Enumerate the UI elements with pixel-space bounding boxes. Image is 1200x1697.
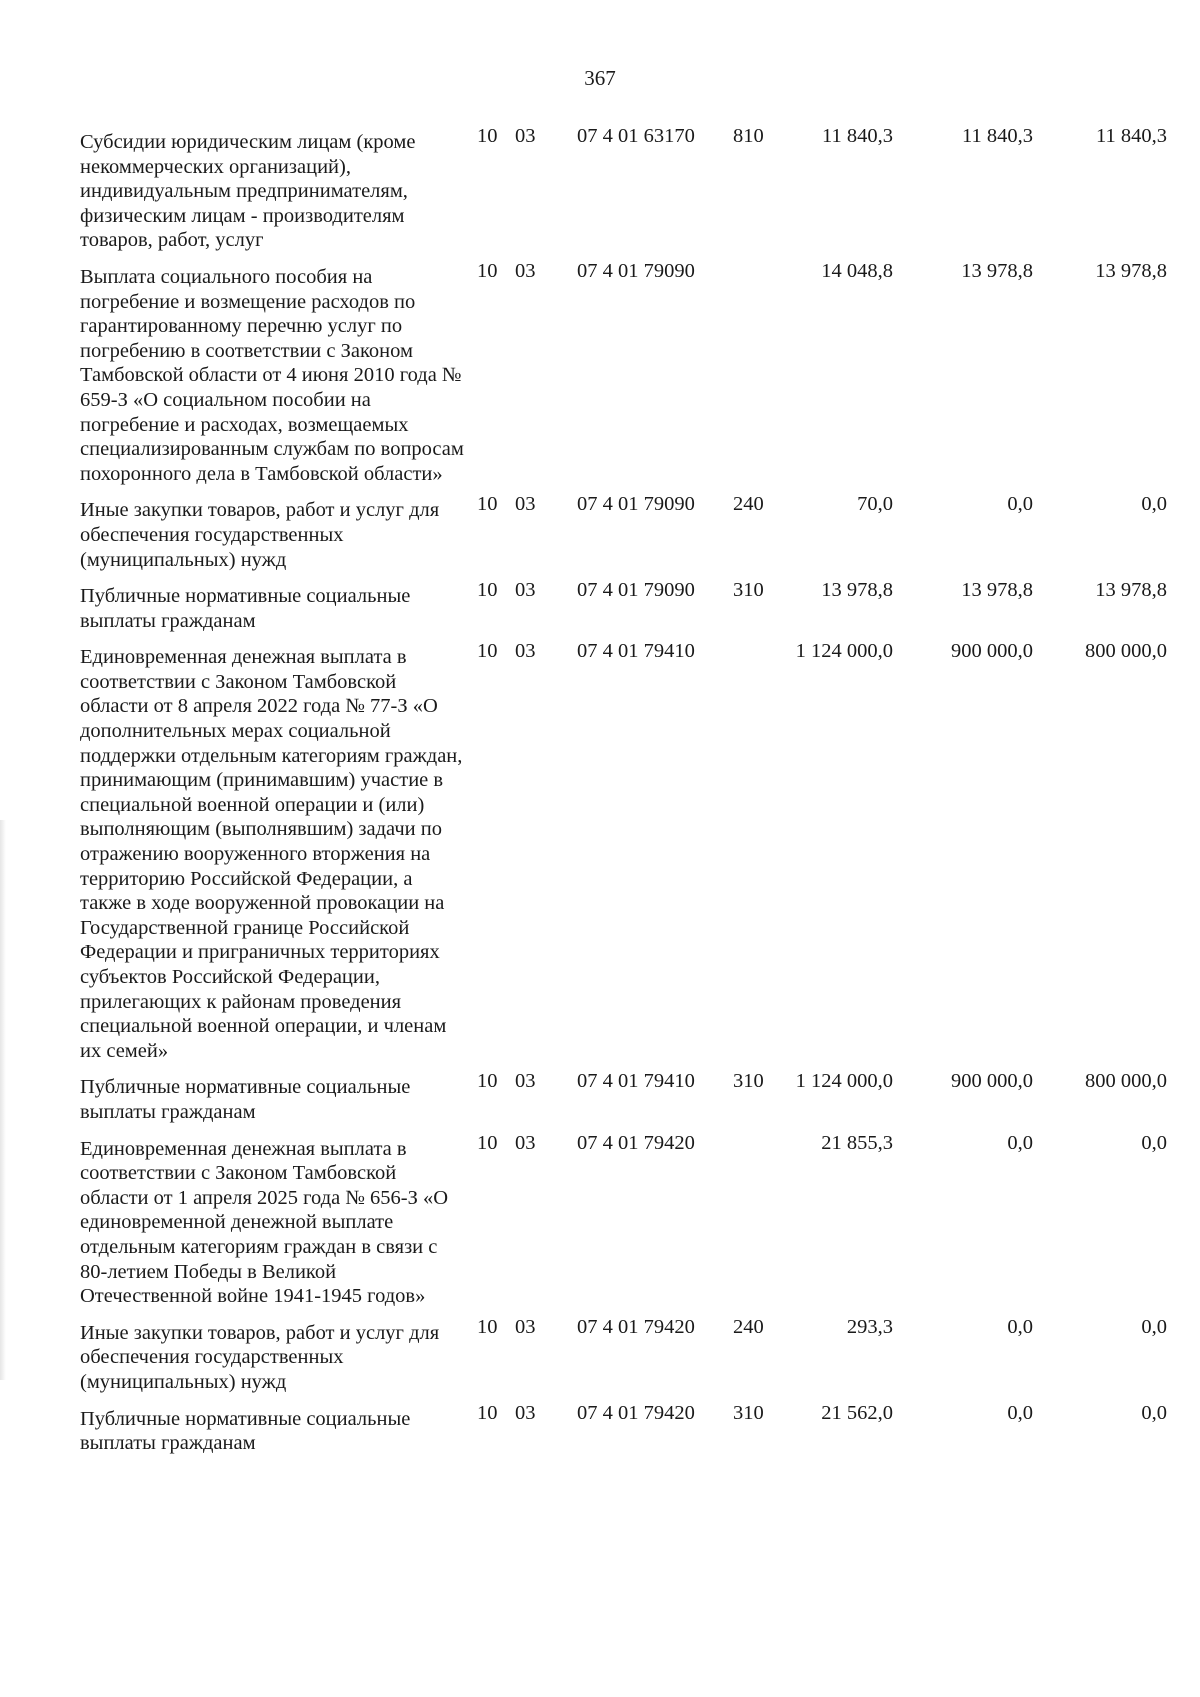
expense-type-code: 240	[733, 1315, 764, 1338]
amount-year-1: 1 124 000,0	[795, 640, 893, 663]
section-code: 10	[477, 493, 498, 516]
expense-name: Публичные нормативные социальные выплаты гражданам	[80, 1407, 411, 1455]
target-article-code: 07 4 01 79420	[577, 1315, 695, 1338]
amount-year-1: 293,3	[846, 1315, 893, 1338]
expense-name: Единовременная денежная выплата в соответствии с Законом Тамбовской области от 8 апреля 2022 года № 77-З «О дополнительных мерах социальной поддержки отдельным категориям граждан, принимающим (принимавшим) участие в специальной военной операции и (или) выполняющим (выполнявшим) задачи по отражению вооруженного вторжения на территорию Российской Федерации, а также в ходе вооруженной провокации на Государственной границе Российской Федерации и приграничных территориях субъектов Российской Федерации, прилегающих к районам проведения специальной военной операции, и членам их семей»	[80, 646, 463, 1062]
amount-year-3: 13 978,8	[1095, 259, 1167, 282]
expense-type-code: 310	[733, 1401, 764, 1424]
amount-year-1: 14 048,8	[821, 259, 893, 282]
amount-year-1: 13 978,8	[821, 579, 893, 602]
table-row	[0, 639, 1200, 1063]
section-code: 10	[477, 1131, 498, 1154]
target-article-code: 07 4 01 79420	[577, 1401, 695, 1424]
section-code: 10	[477, 259, 498, 282]
amount-year-3: 800 000,0	[1085, 1070, 1167, 1093]
table-row	[0, 1131, 1200, 1309]
amount-year-2: 900 000,0	[951, 1070, 1033, 1093]
table-row	[0, 578, 1200, 633]
expense-name: Единовременная денежная выплата в соответствии с Законом Тамбовской области от 1 апреля 2025 года № 656-З «О единовременной денежной выплате отдельным категориям граждан в связи с 80-летием Победы в Великой Отечественной войне 1941-1945 годов»	[80, 1137, 449, 1308]
amount-year-2: 13 978,8	[961, 579, 1033, 602]
target-article-code: 07 4 01 79410	[577, 640, 695, 663]
table-row	[0, 1315, 1200, 1395]
subsection-code: 03	[515, 640, 536, 663]
expense-name: Публичные нормативные социальные выплаты гражданам	[80, 585, 411, 632]
target-article-code: 07 4 01 79090	[577, 579, 695, 602]
section-code: 10	[477, 1070, 498, 1093]
expense-name: Публичные нормативные социальные выплаты гражданам	[80, 1076, 411, 1123]
expense-type-code: 310	[733, 1070, 764, 1093]
amount-year-1: 21 855,3	[821, 1131, 893, 1154]
budget-table	[0, 124, 1200, 1462]
amount-year-3: 13 978,8	[1095, 579, 1167, 602]
page-number: 367	[584, 66, 616, 90]
amount-year-2: 0,0	[1007, 1315, 1033, 1338]
table-row	[0, 259, 1200, 486]
subsection-code: 03	[515, 125, 536, 147]
table-row	[0, 492, 1200, 572]
table-row	[0, 1401, 1200, 1456]
amount-year-2: 900 000,0	[951, 640, 1033, 663]
section-code: 10	[477, 1315, 498, 1338]
subsection-code: 03	[515, 493, 536, 516]
section-code: 10	[477, 579, 498, 602]
table-row	[0, 124, 1200, 253]
subsection-code: 03	[515, 1315, 536, 1338]
section-code: 10	[477, 125, 498, 147]
amount-year-1: 1 124 000,0	[795, 1070, 893, 1093]
subsection-code: 03	[515, 259, 536, 282]
target-article-code: 07 4 01 79410	[577, 1070, 695, 1093]
amount-year-2: 11 840,3	[962, 125, 1033, 147]
target-article-code: 07 4 01 63170	[577, 125, 695, 147]
amount-year-2: 13 978,8	[961, 259, 1033, 282]
amount-year-2: 0,0	[1007, 493, 1033, 516]
subsection-code: 03	[515, 1131, 536, 1154]
expense-type-code: 310	[733, 579, 764, 602]
expense-name: Субсидии юридическим лицам (кроме некоммерческих организаций), индивидуальным предпринимателям, физическим лицам - производителям товаров, работ, услуг	[80, 131, 416, 252]
expense-name: Иные закупки товаров, работ и услуг для обеспечения государственных (муниципальных) нужд	[80, 1321, 440, 1393]
amount-year-1: 70,0	[857, 493, 893, 516]
amount-year-2: 0,0	[1007, 1401, 1033, 1424]
amount-year-3: 800 000,0	[1085, 640, 1167, 663]
amount-year-3: 0,0	[1141, 1401, 1167, 1424]
expense-name: Иные закупки товаров, работ и услуг для обеспечения государственных (муниципальных) нужд	[80, 499, 440, 571]
amount-year-1: 21 562,0	[821, 1401, 893, 1424]
amount-year-3: 0,0	[1141, 1315, 1167, 1338]
table-row	[0, 1069, 1200, 1124]
expense-type-code: 810	[733, 125, 764, 147]
amount-year-2: 0,0	[1007, 1131, 1033, 1154]
expense-type-code: 240	[733, 493, 764, 516]
subsection-code: 03	[515, 579, 536, 602]
target-article-code: 07 4 01 79090	[577, 493, 695, 516]
amount-year-3: 11 840,3	[1096, 125, 1167, 147]
target-article-code: 07 4 01 79420	[577, 1131, 695, 1154]
subsection-code: 03	[515, 1401, 536, 1424]
section-code: 10	[477, 1401, 498, 1424]
amount-year-3: 0,0	[1141, 493, 1167, 516]
target-article-code: 07 4 01 79090	[577, 259, 695, 282]
expense-name: Выплата социального пособия на погребение и возмещение расходов по гарантированному перечню услуг по погребению в соответствии с Законом Тамбовской области от 4 июня 2010 года № 659-З «О социальном пособии на погребение и расходах, возмещаемых специализированным службам по вопросам похоронного дела в Тамбовской области»	[80, 265, 464, 485]
amount-year-1: 11 840,3	[822, 125, 893, 147]
amount-year-3: 0,0	[1141, 1131, 1167, 1154]
section-code: 10	[477, 640, 498, 663]
subsection-code: 03	[515, 1070, 536, 1093]
